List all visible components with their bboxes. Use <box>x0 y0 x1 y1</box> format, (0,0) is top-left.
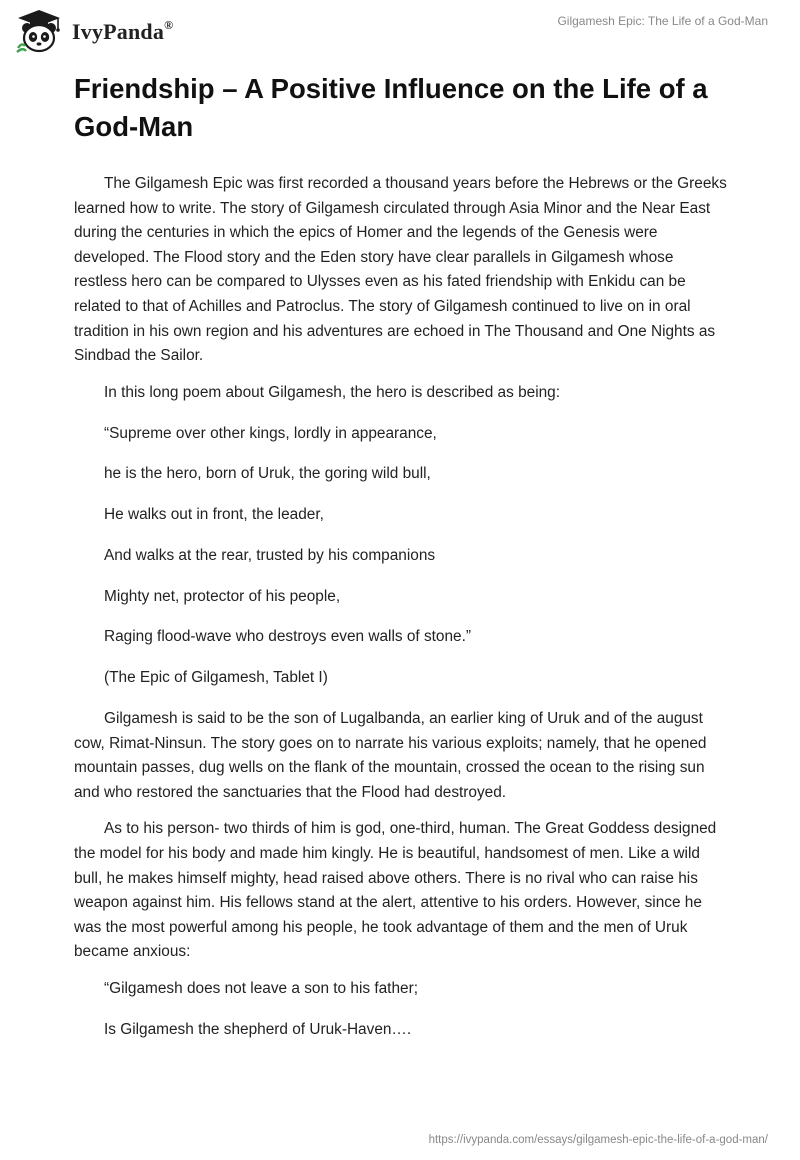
poem-line: Mighty net, protector of his people, <box>104 587 341 605</box>
brand-name <box>72 18 173 45</box>
poem-line: Is Gilgamesh the shepherd of Uruk-Haven…. <box>104 1020 412 1038</box>
paragraph: The Gilgamesh Epic was first recorded a thousand years before the Hebrews or the Greeks learned how to write. The story of Gilgamesh circulated through Asia Minor and the Near East during the centuries in which the epics of Homer and the legends of the Genesis were developed. The Flood story and the Eden story have clear parallels in Gilgamesh whose restless hero can be compared to Ulysses even as his fated friendship with Enkidu can be related to that of Achilles and Patroclus. The story of Gilgamesh continued to live on in oral tradition in his own region and his adventures are echoed in The Thousand and One Nights as Sindbad the Sailor. <box>74 175 727 365</box>
poem-line: he is the hero, born of Uruk, the goring wild bull, <box>104 465 431 483</box>
brand-name-text: IvyPanda <box>72 18 165 44</box>
brand-logo[interactable] <box>14 8 173 54</box>
poem-line: And walks at the rear, trusted by his companions <box>104 546 436 564</box>
paragraph: In this long poem about Gilgamesh, the hero is described as being: <box>104 383 561 401</box>
page-header <box>0 0 800 60</box>
paragraph: As to his person- two thirds of him is god, one-third, human. The Great Goddess designed the model for his body and made him kingly. He is beautiful, handsomest of men. Like a wild bull, he makes himself mighty, head raised above others. There is no rival who can raise his weapon against him. His fellows stand at the alert, attentive to his orders. However, since he was the most powerful among his people, he took advantage of them and the men of Uruk became anxious: <box>74 820 717 961</box>
poem-line: He walks out in front, the leader, <box>104 506 324 524</box>
article-body <box>74 172 728 1059</box>
article-title: Friendship – A Positive Influence on the Life of a God-Man <box>74 73 708 142</box>
poem-line: Raging flood-wave who destroys even walls of stone.” <box>104 628 472 646</box>
poem-line: “Gilgamesh does not leave a son to his father; <box>104 979 418 997</box>
registered-mark: ® <box>164 17 174 32</box>
header-doc-title: Gilgamesh Epic: The Life of a God-Man <box>557 14 768 28</box>
panda-graduate-icon <box>14 8 64 54</box>
poem-line: “Supreme over other kings, lordly in appearance, <box>104 424 437 442</box>
source-url[interactable]: https://ivypanda.com/essays/gilgamesh-epic-the-life-of-a-god-man/ <box>428 1134 768 1146</box>
paragraph: Gilgamesh is said to be the son of Lugalbanda, an earlier king of Uruk and of the august cow, Rimat-Ninsun. The story goes on to narrate his various exploits; namely, that he opened mountain passes, dug wells on the flank of the mountain, crossed the ocean to the rising sun and who restored the sanctuaries that the Flood had destroyed. <box>74 710 707 801</box>
citation: (The Epic of Gilgamesh, Tablet I) <box>104 669 328 687</box>
